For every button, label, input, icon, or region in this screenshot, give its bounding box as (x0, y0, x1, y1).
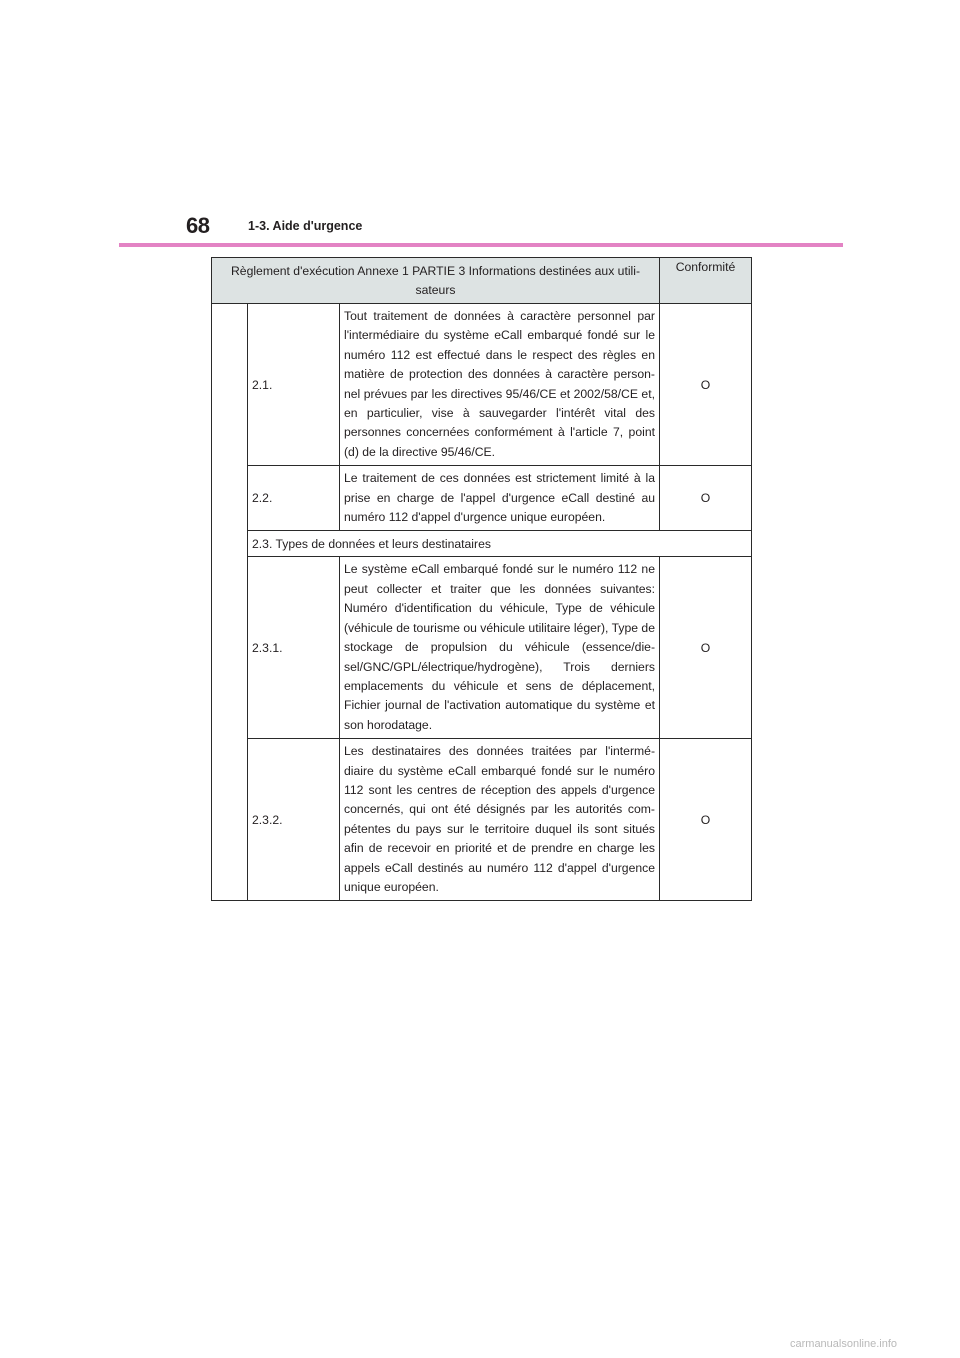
table-row (212, 557, 752, 739)
column-header-regulation (212, 258, 660, 304)
row-subheading: 2.3. Types de données et leurs destinataires (248, 531, 752, 557)
row-conformity: O (660, 739, 752, 901)
row-number: 2.2. (248, 466, 340, 531)
row-conformity: O (660, 466, 752, 531)
page-number: 68 (186, 213, 210, 238)
row-conformity: O (660, 557, 752, 739)
row-number: 2.3.2. (248, 739, 340, 901)
regulation-table (211, 257, 752, 901)
column-header-conformity: Conformité (660, 258, 752, 304)
column-header-regulation-line2: sateurs (415, 282, 456, 297)
table-row (212, 304, 752, 466)
header-divider (119, 243, 843, 247)
row-text: Le système eCall embarqué fondé sur le numéro 112 ne peut collecter et traiter que les données suivantes: Numéro d'identification du véhicule, Type de véhicule (véhicule de tourisme ou véhicule utilitaire léger), Type de stockage de propulsion du véhicule (essence/die-sel/GNC/GPL/électrique/hydrogène), Trois derniers emplacements du véhicule et sens de déplacement, Fichier journal de l'activation automatique du système et son horodatage. (340, 557, 660, 739)
watermark: carmanualsonline.info (790, 1338, 898, 1350)
table-row (212, 466, 752, 531)
row-number: 2.1. (248, 304, 340, 466)
row-text: Les destinataires des données traitées par l'intermé-diaire du système eCall embarqué fondé sur le numéro 112 sont les centres de réception des appels d'urgence concernés, qui ont été désignés par les autorités com-pétentes du pays sur le territoire duquel ils sont situés afin de recevoir en priorité et de prendre en charge les appels eCall destinés au numéro 112 d'appel d'urgence unique européen. (340, 739, 660, 901)
row-conformity: O (660, 304, 752, 466)
section-title: 1-3. Aide d'urgence (248, 219, 363, 233)
table-row (212, 739, 752, 901)
column-header-regulation-line1: Règlement d'exécution Annexe 1 PARTIE 3 Informations destinées aux utili- (230, 263, 641, 278)
table-subheading-row (212, 531, 752, 557)
table-header-row (212, 258, 752, 304)
row-text: Tout traitement de données à caractère personnel par l'intermédiaire du système eCall embarqué fondé sur le numéro 112 est effectué dans le respect des règles en matière de protection des données à caractère person-nel prévues par les directives 95/46/CE et 2002/58/CE et, en particulier, vise à sauvegarder l'intérêt vital des personnes concernées conformément à l'article 7, point (d) de la directive 95/46/CE. (340, 304, 660, 466)
row-number: 2.3.1. (248, 557, 340, 739)
indent-cell (212, 304, 248, 901)
row-text: Le traitement de ces données est strictement limité à la prise en charge de l'appel d'urgence eCall destiné au numéro 112 d'appel d'urgence unique européen. (340, 466, 660, 531)
